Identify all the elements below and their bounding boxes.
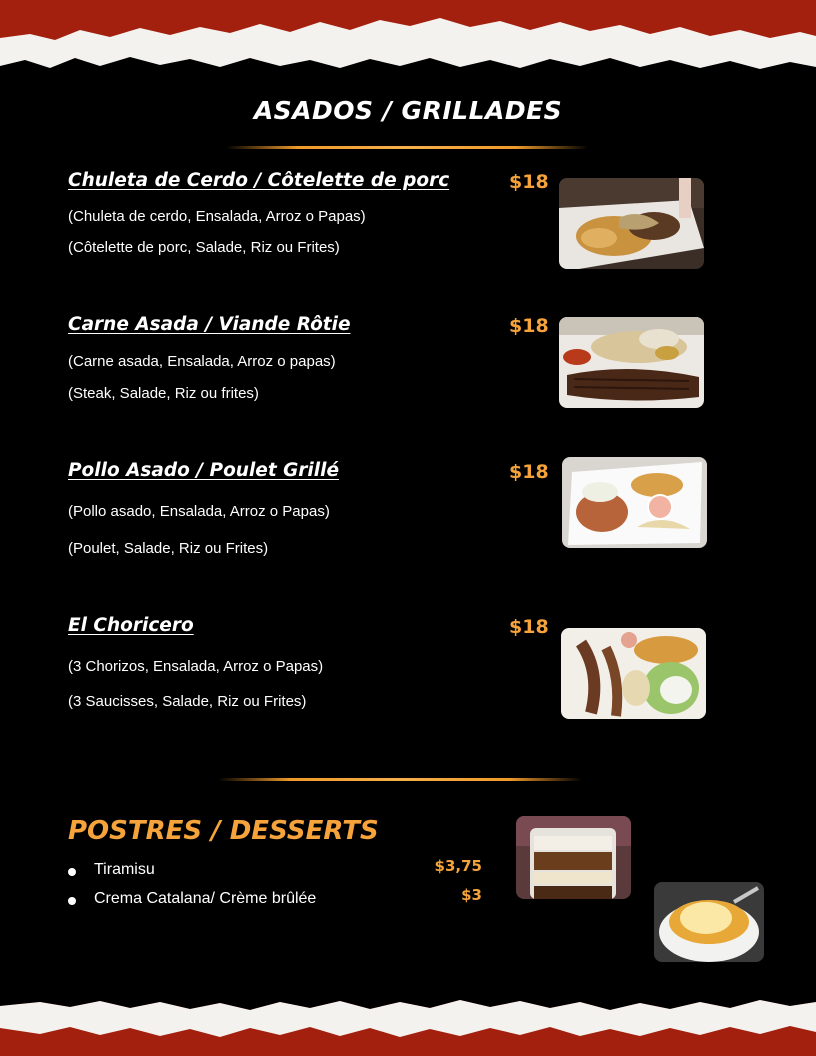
dish-price: $18: [509, 315, 549, 337]
dish-price: $18: [509, 616, 549, 638]
dessert-price: $3: [461, 886, 482, 904]
dish-description-es: (Pollo asado, Ensalada, Arroz o Papas): [68, 503, 330, 520]
pollo-asado-photo: [562, 457, 707, 548]
carne-asada-photo: [559, 317, 704, 408]
bullet-icon: [68, 897, 76, 905]
torn-paper-top: [0, 0, 816, 80]
dish-description-es: (Chuleta de cerdo, Ensalada, Arroz o Papas): [68, 208, 366, 225]
dish-description-fr: (Steak, Salade, Riz ou frites): [68, 385, 259, 402]
torn-paper-bottom: [0, 996, 816, 1056]
dish-name: Pollo Asado / Poulet Grillé: [68, 460, 339, 481]
dessert-price: $3,75: [434, 857, 482, 875]
divider-middle: [218, 778, 582, 781]
dish-name: Carne Asada / Viande Rôtie: [68, 314, 351, 335]
dessert-item-crema-catalana: [68, 886, 482, 912]
divider-top: [226, 146, 588, 149]
dish-price: $18: [509, 461, 549, 483]
section-title-desserts: POSTRES / DESSERTS: [68, 816, 379, 846]
dish-description-es: (3 Chorizos, Ensalada, Arroz o Papas): [68, 658, 324, 675]
dessert-name: Tiramisu: [94, 861, 155, 878]
dish-name: Chuleta de Cerdo / Côtelette de porc: [68, 170, 450, 191]
creme-brulee-photo: [654, 882, 764, 962]
tiramisu-photo: [516, 816, 631, 899]
dish-name: El Choricero: [68, 615, 194, 636]
dessert-name: Crema Catalana/ Crème brûlée: [94, 890, 317, 907]
dish-price: $18: [509, 171, 549, 193]
dish-description-es: (Carne asada, Ensalada, Arroz o papas): [68, 353, 336, 370]
bullet-icon: [68, 868, 76, 876]
section-title-grill: ASADOS / GRILLADES: [253, 96, 563, 125]
dessert-item-tiramisu: [68, 857, 482, 883]
choricero-photo: [561, 628, 706, 719]
pork-chop-photo: [559, 178, 704, 269]
dish-description-fr: (Côtelette de porc, Salade, Riz ou Frites): [68, 239, 340, 256]
dish-description-fr: (3 Saucisses, Salade, Riz ou Frites): [68, 693, 307, 710]
dish-description-fr: (Poulet, Salade, Riz ou Frites): [68, 540, 269, 557]
